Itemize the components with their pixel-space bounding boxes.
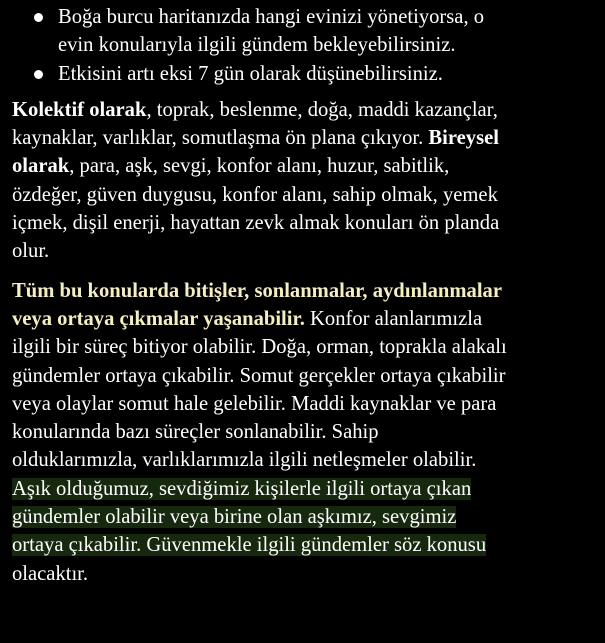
- highlighted-line: [12, 531, 602, 559]
- text-span: , para, aşk, sevgi, konfor alanı, huzur, sabitlik,: [69, 155, 450, 178]
- text-highlight: Aşık olduğumuz, sevdiğimiz kişilerle ilgili ortaya çıkan: [12, 477, 472, 500]
- highlighted-line: [12, 503, 602, 531]
- paragraph-collective: [12, 96, 602, 266]
- paragraph-line: [12, 124, 602, 152]
- bullet-list: [12, 3, 602, 88]
- bold-phrase-individual-cont: olarak: [12, 155, 70, 178]
- paragraph-line: [12, 96, 602, 124]
- paragraph-line: içmek, dişil enerji, hayattan zevk almak konuları ön planda: [12, 212, 500, 235]
- bullet-dot-icon: [34, 13, 43, 22]
- text-span: kaynaklar, varlıklar, somutlaşma ön plana çıkıyor.: [12, 127, 429, 150]
- list-item: [12, 60, 602, 88]
- text-highlight: ortaya çıkabilir. Güvenmekle ilgili gündemler söz konusu: [12, 534, 487, 557]
- paragraph-line: olacaktır.: [12, 562, 89, 585]
- bold-emphasis: Tüm bu konularda bitişler, sonlanmalar, aydınlanmalar: [12, 279, 502, 302]
- document: [12, 3, 602, 588]
- paragraph-endings: [12, 277, 602, 588]
- paragraph-line: [12, 305, 602, 333]
- bold-phrase-individual: Bireysel: [428, 127, 499, 150]
- paragraph-line: olduklarımızla, varlıklarımızla ilgili netleşmeler olabilir.: [12, 449, 477, 472]
- bullet-line: Etkisini artı eksi 7 gün olarak düşünebilirsiniz.: [58, 62, 443, 85]
- paragraph-line: gündemler ortaya çıkabilir. Somut gerçekler ortaya çıkabilir: [12, 364, 506, 387]
- list-item: [12, 3, 602, 60]
- highlighted-line: [12, 475, 602, 503]
- paragraph-line: özdeğer, güven duygusu, konfor alanı, sahip olmak, yemek: [12, 183, 498, 206]
- text-span: , toprak, beslenme, doğa, maddi kazançlar,: [146, 98, 498, 121]
- bold-phrase-collective: Kolektif olarak: [12, 98, 147, 121]
- paragraph-line: ilgili bir süreç bitiyor olabilir. Doğa, orman, toprakla alakalı: [12, 336, 507, 359]
- paragraph-line: [12, 152, 602, 180]
- text-span: Konfor alanlarımızla: [304, 307, 483, 330]
- bullet-dot-icon: [34, 70, 43, 79]
- bullet-line: evin konularıyla ilgili gündem bekleyebilirsiniz.: [58, 34, 456, 57]
- bullet-line: Boğa burcu haritanızda hangi evinizi yönetiyorsa, o: [58, 6, 485, 28]
- paragraph-line: konularında bazı süreçler sonlanabilir. Sahip: [12, 421, 379, 444]
- paragraph-line: olur.: [12, 240, 50, 263]
- text-highlight: gündemler olabilir veya birine olan aşkımız, sevgimiz: [12, 506, 457, 529]
- paragraph-line: veya olaylar somut hale gelebilir. Maddi kaynaklar ve para: [12, 392, 497, 415]
- bold-emphasis: veya ortaya çıkmalar yaşanabilir.: [12, 307, 305, 330]
- paragraph-line: [12, 277, 602, 305]
